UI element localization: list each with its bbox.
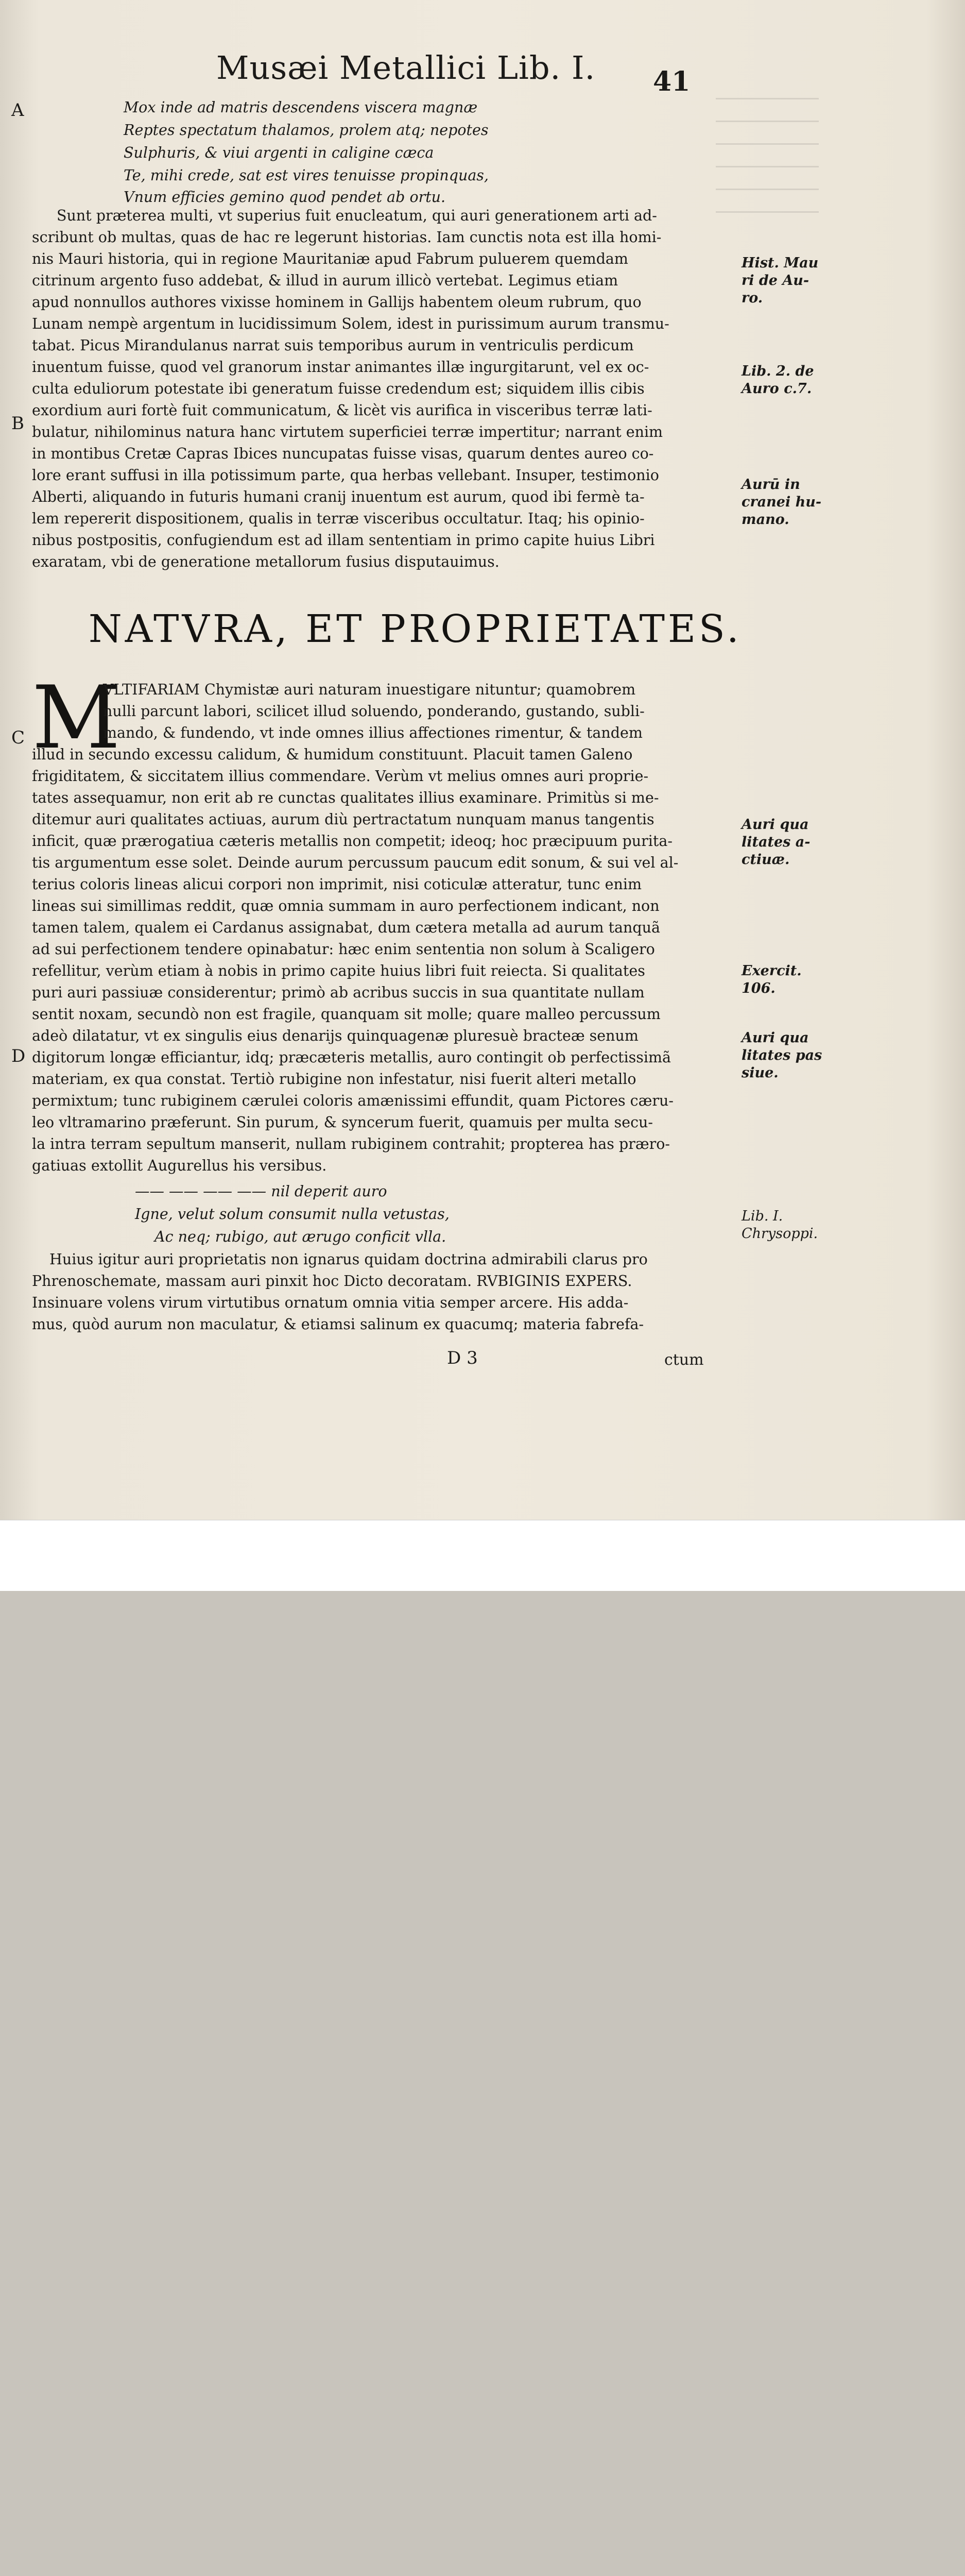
- text-line: mando, & fundendo, vt inde omnes illius affectiones rimentur, & tandem: [103, 724, 643, 741]
- text-line: nis Mauri historia, qui in regione Mauritaniæ apud Fabrum puluerem quemdam: [32, 250, 628, 267]
- text-line: exaratam, vbi de generatione metallorum fusius disputauimus.: [32, 553, 499, 570]
- text-line: inficit, quæ prærogatiua cæteris metallis non competit; ideoq; hoc præcipuum purita-: [32, 833, 673, 850]
- text-line: Huius igitur auri proprietatis non ignarus quidam doctrina admirabili clarus pro: [49, 1251, 648, 1268]
- margin-note: Auri qua litates a- ctiuæ.: [742, 817, 811, 868]
- text-line: tabat. Picus Mirandulanus narrat suis temporibus aurum in ventriculis perdicum: [32, 337, 634, 354]
- text-line: Sunt præterea multi, vt superius fuit enucleatum, qui auri generationem arti ad-: [57, 207, 657, 224]
- verse-line: —— —— —— —— nil deperit auro: [135, 1183, 387, 1200]
- text-line: materiam, ex qua constat. Tertiò rubigine non infestatur, nisi fuerit alteri metallo: [32, 1071, 636, 1088]
- text-line: tamen talem, qualem ei Cardanus assignabat, dum cætera metalla ad aurum tanquã: [32, 919, 660, 936]
- verse-line: Reptes spectatum thalamos, prolem atq; nepotes: [124, 122, 489, 139]
- text-line: frigiditatem, & siccitatem illius commendare. Verùm vt melius omnes auri proprie-: [32, 768, 649, 785]
- text-line: Alberti, aliquando in futuris humani cranij inuentum est aurum, quod ibi fermè ta-: [32, 488, 645, 505]
- text-line: digitorum longæ efficiantur, idq; præcæteris metallis, auro contingit ob perfectissimã: [32, 1049, 671, 1066]
- verse-line: Sulphuris, & viui argenti in caligine cæca: [124, 144, 434, 161]
- text-line: nibus postpositis, confugiendum est ad illam sententiam in primo capite huius Libri: [32, 532, 655, 549]
- verse-line: Ac neq; rubigo, aut ærugo conficit vlla.: [154, 1228, 446, 1245]
- catchword: ctum: [664, 1351, 704, 1369]
- section-mark-b: B: [11, 413, 24, 434]
- text-line: lem repererit dispositionem, qualis in terræ visceribus occultatur. Itaq; his opinio-: [32, 510, 645, 527]
- text-line: nulli parcunt labori, scilicet illud soluendo, ponderando, gustando, subli-: [103, 703, 645, 720]
- text-line: Lunam nempè argentum in lucidissimum Solem, idest in purissimum aurum transmu-: [32, 315, 669, 332]
- section-heading: NATVRA, ET PROPRIETATES.: [89, 607, 742, 651]
- margin-note: Lib. I. Chrysoppi.: [742, 1208, 818, 1242]
- margin-note: Hist. Mau ri de Au- ro.: [742, 255, 819, 306]
- section-mark-a: A: [11, 100, 24, 121]
- text-line: lineas sui simillimas reddit, quæ omnia summam in auro perfectionem indicant, non: [32, 897, 660, 914]
- text-line: Phrenoschemate, massam auri pinxit hoc Dicto decoratam. RVBIGINIS EXPERS.: [32, 1273, 632, 1290]
- text-line: citrinum argento fuso addebat, & illud in aurum illicò vertebat. Legimus etiam: [32, 272, 618, 289]
- text-line: lore erant suffusi in illa potissimum parte, qua herbas vellebant. Insuper, testimonio: [32, 467, 659, 484]
- text-line: bulatur, nihilominus natura hanc virtutem superficiei terræ impertitur; narrant enim: [32, 423, 663, 440]
- signature-mark: D 3: [447, 1348, 478, 1368]
- verse-line: Mox inde ad matris descendens viscera magnæ: [124, 99, 478, 116]
- margin-note: Lib. 2. de Auro c.7.: [742, 363, 814, 397]
- margin-note: Auri qua litates pas siue.: [742, 1030, 822, 1081]
- text-line: permixtum; tunc rubiginem cærulei coloris amænissimi effundit, quam Pictores cæru-: [32, 1092, 674, 1109]
- running-head: Musæi Metallici Lib. I.: [216, 49, 596, 87]
- text-line: exordium auri fortè fuit communicatum, & licèt vis aurifica in visceribus terræ lati-: [32, 402, 652, 419]
- text-line: ditemur auri qualitates actiuas, aurum diù pertractatum nunquam manus tangentis: [32, 811, 654, 828]
- viewer-footer: [0, 1520, 965, 1591]
- text-line: inuentum fuisse, quod vel granorum instar animantes illæ ingurgitarunt, vel ex oc-: [32, 359, 649, 376]
- text-line: Insinuare volens virum virtutibus ornatum omnia vitia semper arcere. His adda-: [32, 1294, 629, 1311]
- text-line: tates assequamur, non erit ab re cunctas qualitates illius examinare. Primitùs si me-: [32, 789, 659, 806]
- text-line: scribunt ob multas, quas de hac re legerunt historias. Iam cunctis nota est illa homi-: [32, 229, 662, 246]
- text-line: gatiuas extollit Augurellus his versibus.: [32, 1157, 327, 1174]
- verse-line: Igne, velut solum consumit nulla vetustas,: [135, 1206, 450, 1223]
- text-line: adeò dilatatur, vt ex singulis eius denarijs quinquagenæ pluresuè bracteæ senum: [32, 1027, 639, 1044]
- folio-number: 41: [653, 66, 691, 97]
- verse-line: Vnum efficies gemino quod pendet ab ortu.: [124, 189, 446, 206]
- drop-cap: M: [32, 667, 121, 768]
- text-line: sentit noxam, secundò non est fragile, quanquam sit molle; quare malleo percussum: [32, 1006, 661, 1023]
- text-line: leo vltramarino præferunt. Sin purum, & syncerum fuerit, quamuis per multa secu-: [32, 1114, 653, 1131]
- text-line: terius coloris lineas alicui corpori non imprimit, nisi coticulæ atteratur, tunc enim: [32, 876, 642, 893]
- text-line: refellitur, verùm etiam à nobis in primo capite huius libri fuit reiecta. Si qualitates: [32, 962, 645, 979]
- text-line: culta eduliorum potestate ibi generatum fuisse credendum est; siquidem illis cibis: [32, 380, 645, 397]
- text-line: ad sui perfectionem tendere opinabatur: hæc enim sententia non solum à Scaligero: [32, 941, 655, 958]
- text-line: illud in secundo excessu calidum, & humidum constituunt. Placuit tamen Galeno: [32, 746, 633, 763]
- verse-line: Te, mihi crede, sat est vires tenuisse propinquas,: [124, 167, 489, 184]
- margin-note: Aurū in cranei hu- mano.: [742, 477, 822, 528]
- margin-note: Exercit. 106.: [742, 963, 802, 996]
- text-line: VLTIFARIAM Chymistæ auri naturam inuestigare nituntur; quamobrem: [103, 681, 636, 698]
- text-line: puri auri passiuæ considerentur; primò ab acribus succis in sua quantitate nullam: [32, 984, 645, 1001]
- text-line: tis argumentum esse solet. Deinde aurum percussum paucum edit sonum, & sui vel al-: [32, 854, 679, 871]
- text-line: mus, quòd aurum non maculatur, & etiamsi salinum ex quacumq; materia fabrefa-: [32, 1316, 644, 1333]
- text-line: apud nonnullos authores vixisse hominem in Gallijs habentem oleum rubrum, quo: [32, 294, 642, 311]
- section-mark-d: D: [11, 1046, 26, 1066]
- section-mark-c: C: [11, 727, 25, 748]
- text-line: in montibus Cretæ Capras Ibices nuncupatas fuisse visas, quarum dentes aureo co-: [32, 445, 654, 462]
- bleed-through-shadow: [716, 98, 819, 216]
- text-line: la intra terram sepultum manserit, nullam rubiginem contrahit; propterea has prærо-: [32, 1136, 670, 1153]
